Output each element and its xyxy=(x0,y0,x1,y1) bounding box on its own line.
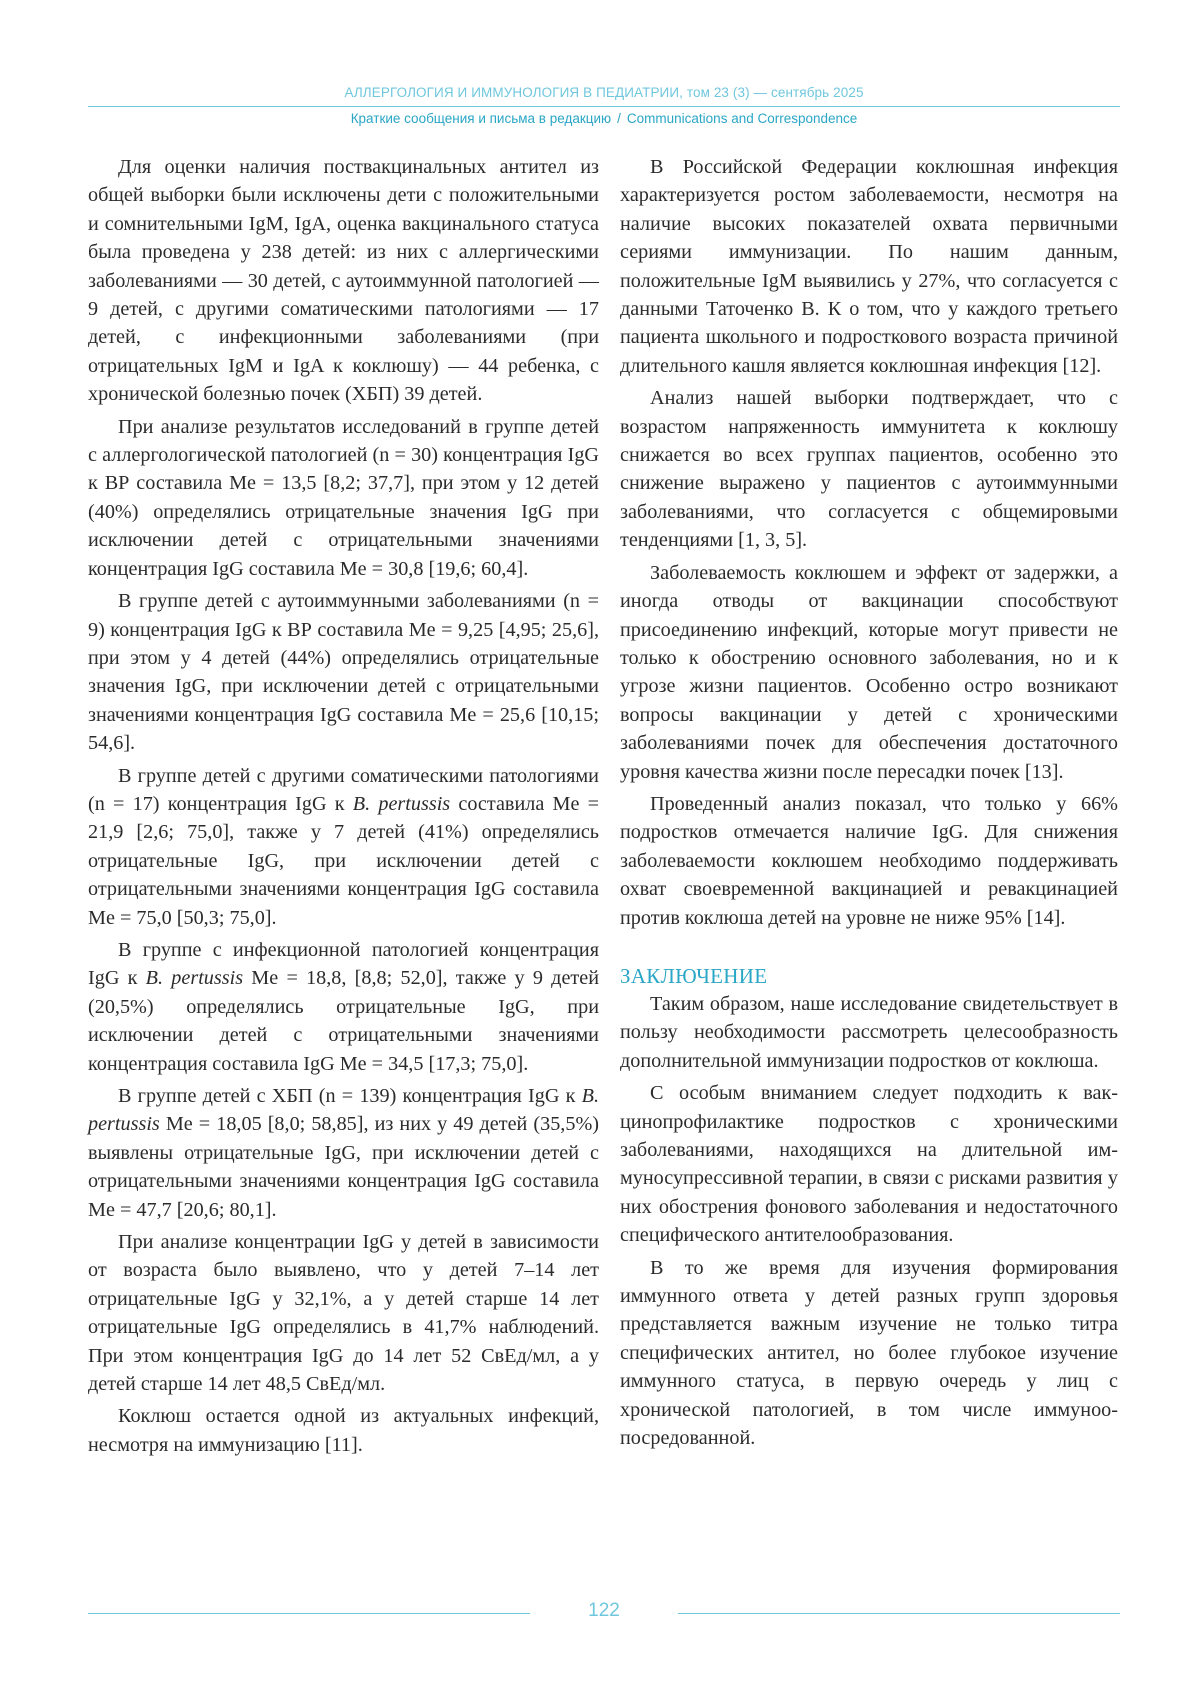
paragraph: Коклюш остается одной из актуальных инфекций, несмотря на иммунизацию [11]. xyxy=(88,1405,599,1456)
text-run: Me = 18,05 [8,0; 58,85], из них у 49 детей (35,5%) выявлены отрицательные IgG, при исключении детей с отрицательными значениями концентрация IgG составила Me = 47,7 [20,6; 80,1]. xyxy=(88,1113,599,1221)
text-run: Me = 18,8, [8,8; 52,0], также у 9 детей (20,5%) определялись отрицательные IgG, при исключении детей с отрицательными значениями концентрация составила IgG Me = 34,5 [17,3; 75,0]. xyxy=(88,967,599,1075)
conclusion-heading: ЗАКЛЮЧЕНИЕ xyxy=(620,963,768,988)
text-run: В группе детей с другими соматическими патологиями (n = 17) концентрация IgG к xyxy=(88,764,599,815)
page-footer xyxy=(88,1598,1120,1624)
paragraph: С особым вниманием следует подходить к вакцинопрофилактике подростков с хроническими заболеваниями, находящихся на длительной иммуносупрессивной терапии, в связи с рисками развития у них обострения фонового заболевания и недостаточного специфического антителообразования. xyxy=(620,1082,1118,1247)
section-separator: / xyxy=(617,111,621,126)
paragraph xyxy=(88,1082,599,1224)
paragraph: Заболеваемость коклюшем и эффект от задержки, а иногда отводы от вакцинации способствуют присоединению инфекций, которые могут привести не только к обострению основного заболевания, но и к угрозе жизни пациентов. Особенно остро возникают вопросы вакцинации у детей с хроническими заболеваниями почек для обеспечения достаточного уровня качества жизни после пересадки почек [13]. xyxy=(620,561,1118,783)
species-name: B. pertussis xyxy=(88,1085,599,1136)
paragraph: При анализе результатов исследований в группе детей с аллергологической патологией (n = 30) концентрация IgG к ВР составила Me = 13,5 [8,2; 37,7], при этом у 12 детей (40%) определялись отрицательные значения IgG при исключении детей с отрицательными значениями концентрация IgG составила Me = 30,8 [19,6; 60,4]. xyxy=(88,415,599,580)
paragraph: Для оценки наличия поствакцинальных антител из общей выборки были исключены дети с положительными и сомнительными IgM, IgA, оценка вакцинального статуса была проведена у 238 детей: из них с аллергическими заболеваниями — 30 детей, с аутоиммунной патологией — 9 детей, с другими соматическими патологиями — 17 детей, с инфекционными заболеваниями (при отрицательных IgM и IgA к коклюшу) — 44 ребенка, с хронической болезнью почек (ХБП) 39 детей. xyxy=(88,156,599,406)
species-name: B. pertussis xyxy=(145,967,244,990)
section-label xyxy=(88,110,1120,128)
running-header xyxy=(88,84,1120,128)
section-label-en: Communications and Correspondence xyxy=(626,111,858,126)
text-run: В группе детей с ХБП (n = 139) концентрация IgG к xyxy=(118,1085,582,1107)
paragraph: В Российской Федерации коклюшная инфекция характеризуется ростом заболеваемости, несмотря на наличие высоких показателей охвата первичными сериями иммунизации. По нашим данным, положительные IgM выявились у 27%, что согласуется с данными Таточенко В. К о том, что у каждого третьего пациента школьного и подросткового возраста причиной длительного кашля является коклюшная инфекция [12]. xyxy=(620,156,1118,377)
paragraph: Анализ нашей выборки подтверждает, что с возрастом напряженность иммунитета к коклюшу снижается во всех группах пациентов, особенно это снижение выражено у пациентов с аутоиммунными заболеваниями, что согласуется с общемировыми тенденциями [1, 3, 5]. xyxy=(620,387,1118,552)
journal-title: АЛЛЕРГОЛОГИЯ И ИММУНОЛОГИЯ В ПЕДИАТРИИ, том 23 (3) — сентябрь 2025 xyxy=(344,85,864,100)
paragraph xyxy=(88,936,599,1078)
section-label-ru: Краткие сообщения и письма в редакцию xyxy=(350,111,612,126)
header-divider xyxy=(88,106,1120,107)
left-column xyxy=(88,153,599,1459)
paragraph: В то же время для изучения формирования иммунного ответа у детей разных групп здоровья представляется важным изучение не только титра специфических антител, но более глубокое изучение иммунного статуса, в первую очередь у лиц с хронической патологией, в том числе иммуноопосредованной. xyxy=(620,1256,1118,1450)
paragraph xyxy=(88,762,599,932)
paragraph: Таким образом, наше исследование свидетельствует в пользу необходимости рассмотреть целесообразность дополнительной иммунизации подростков от коклюша. xyxy=(620,992,1118,1072)
page-number: 122 xyxy=(588,1600,620,1621)
paragraph: Проведенный анализ показал, что только у 66% подростков отмечается наличие IgG. Для снижения заболеваемости коклюшем необходимо поддерживать охват своевременной вакцинацией и ревакцинацией против коклюша детей на уровне не ниже 95% [14]. xyxy=(620,792,1118,929)
right-column xyxy=(620,153,1118,1452)
paragraph: В группе детей с аутоиммунными заболеваниями (n = 9) концентрация IgG к ВР составила Me = 9,25 [4,95; 25,6], при этом у 4 детей (44%) определялись отрицательные значения IgG, при исключении детей с отрицательными значениями концентрация IgG составила Me = 25,6 [10,15; 54,6]. xyxy=(88,590,599,755)
text-run: составила Me = 21,9 [2,6; 75,0], также у 7 детей (41%) определялись отрицательные IgG, при исключении детей с отрицательными значениями концентрация IgG составила Me = 75,0 [50,3; 75,0]. xyxy=(88,792,599,929)
paragraph: При анализе концентрации IgG у детей в зависимости от возраста было выявлено, что у детей 7–14 лет отрицательные IgG у 32,1%, а у детей старше 14 лет отрицательные IgG определялись в 41,7% наблюдений. При этом концентрация IgG до 14 лет 52 СвЕд/мл, а у детей старше 14 лет 48,5 СвЕд/мл. xyxy=(88,1231,599,1396)
species-name: B. pertussis xyxy=(352,792,451,815)
footer-divider-right xyxy=(678,1613,1120,1614)
text-run: В группе с инфекционной патологией концентрация IgG к xyxy=(88,938,599,990)
